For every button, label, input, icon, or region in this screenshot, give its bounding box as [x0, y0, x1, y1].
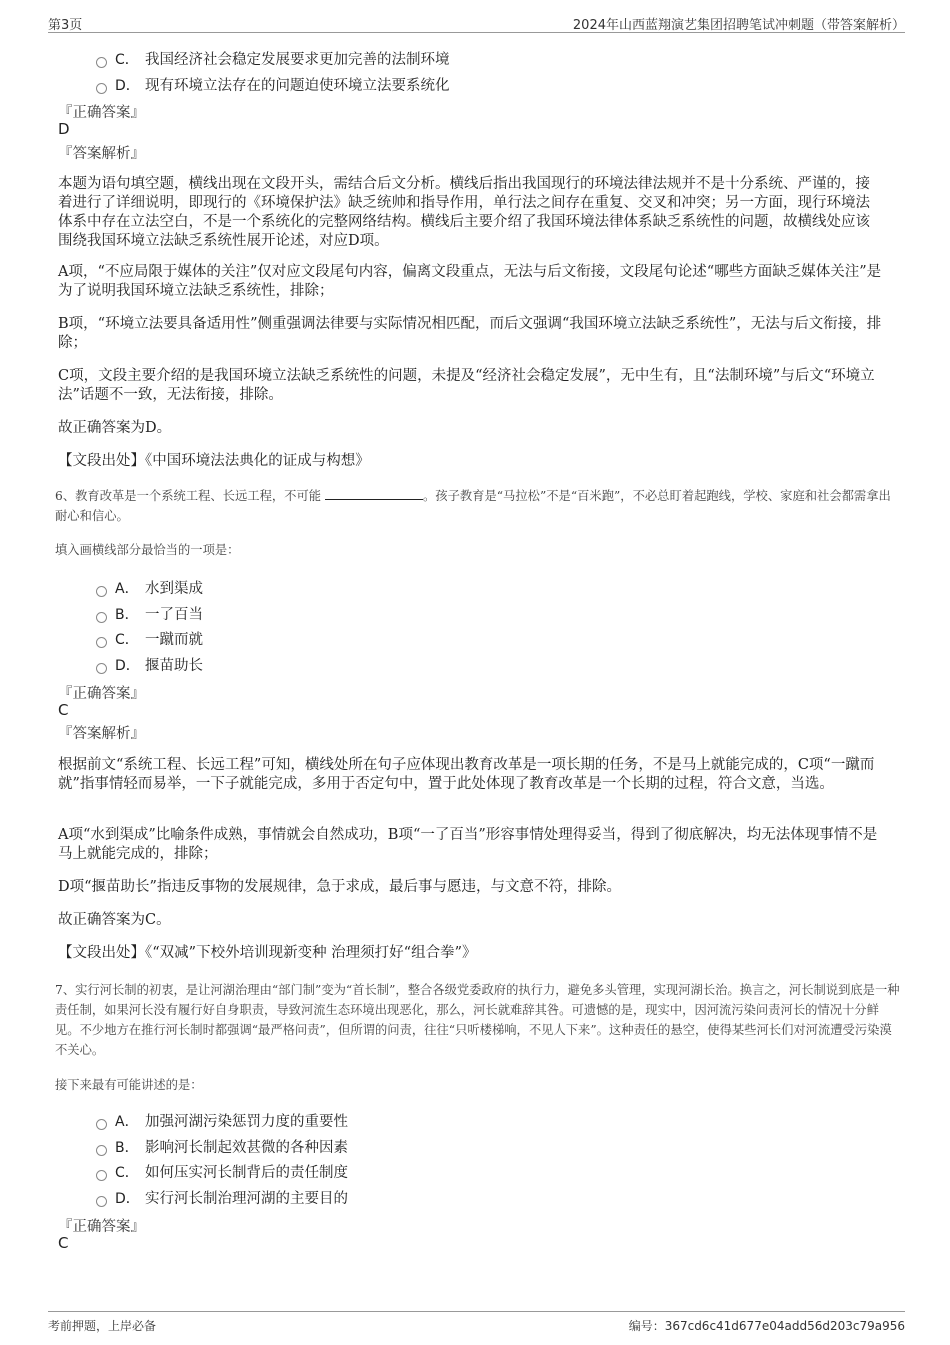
q5-option-c[interactable]: C． 我国经济社会稳定发展要求更加完善的法制环境	[96, 48, 450, 69]
footer-slogan: 考前押题，上岸必备	[48, 1319, 157, 1333]
q5-analysis-para: B项，“环境立法要具备适用性”侧重强调法律要与实际情况相匹配，而后文强调“我国环境立法缺乏系统性”，无法与后文衔接，排除；	[58, 316, 882, 351]
q6-option-d[interactable]: D． 揠苗助长	[96, 654, 203, 675]
q6-answer-label: 『正确答案』	[58, 686, 145, 702]
q7-stem: 7、实行河长制的初衷，是让河湖治理由“部门制”变为“首长制”，整合各级党委政府的执行力，避免多头管理，实现河湖长治。换言之，河长制说到底是一种责任制，如果河长没有履行好自身职责，导致河流生态环境出现恶化，那么，河长就难辞其咎。可遗憾的是，现实中，因河流污染问责河长的情况十分鲜见。不少地方在推行河长制时都强调“最严格问责”，但所谓的问责，往往“只听楼梯响，不见人下来”。这种责任的悬空，使得某些河长们对河流遭受污染漠不关心。	[55, 983, 900, 1057]
q6-answer: C	[58, 701, 69, 719]
q7-option-d[interactable]: D． 实行河长制治理河湖的主要目的	[96, 1187, 348, 1208]
q5-analysis-para: 本题为语句填空题，横线出现在文段开头，需结合后文分析。横线后指出我国现行的环境法律法规并不是十分系统、严谨的，接着进行了详细说明，即现行的《环境保护法》缺乏统帅和指导作用，单行法之间存在重复、交叉和冲突；另一方面，现行环境法体系中存在立法空白，不是一个系统化的完整网络结构。横线后主要介绍了我国环境法律体系缺乏系统性的问题，故横线处应该围绕我国环境立法缺乏系统性展开论述，对应D项。	[58, 176, 870, 249]
radio-icon[interactable]	[96, 612, 107, 623]
q5-answer: D	[58, 120, 70, 138]
q6-source: 【文段出处】《“双减”下校外培训现新变种 治理须打好“组合拳”》	[58, 945, 477, 961]
radio-icon[interactable]	[96, 1196, 107, 1207]
q6-analysis-para: 故正确答案为C。	[58, 912, 171, 928]
q5-analysis-para: C项，文段主要介绍的是我国环境立法缺乏系统性的问题，未提及“经济社会稳定发展”，无中生有，且“法制环境”与后文“环境立法”话题不一致，无法衔接，排除。	[58, 368, 875, 403]
q6-option-c[interactable]: C． 一蹴而就	[96, 628, 203, 649]
q6-analysis-label: 『答案解析』	[58, 726, 145, 742]
q7-prompt: 接下来最有可能讲述的是：	[55, 1078, 203, 1092]
q6-stem: 6、教育改革是一个系统工程、长远工程，不可能 。孩子教育是“马拉松”不是“百米跑”，不必总盯着起跑线，学校、家庭和社会都需拿出耐心和信心。	[55, 489, 891, 523]
page-number: 第3页	[48, 18, 83, 33]
answer-blank	[325, 487, 423, 500]
radio-icon[interactable]	[96, 663, 107, 674]
q7-answer: C	[58, 1234, 69, 1252]
radio-icon[interactable]	[96, 586, 107, 597]
q7-option-a[interactable]: A． 加强河湖污染惩罚力度的重要性	[96, 1110, 348, 1131]
radio-icon[interactable]	[96, 57, 107, 68]
document-title: 2024年山西蓝翔演艺集团招聘笔试冲刺题（带答案解析）	[572, 18, 905, 33]
q5-analysis-label: 『答案解析』	[58, 146, 145, 162]
q7-answer-label: 『正确答案』	[58, 1219, 145, 1235]
q6-option-a[interactable]: A． 水到渠成	[96, 577, 203, 598]
document-id: 编号：367cd6c41d677e04add56d203c79a956	[628, 1319, 905, 1333]
q7-option-c[interactable]: C． 如何压实河长制背后的责任制度	[96, 1161, 348, 1182]
q5-answer-label: 『正确答案』	[58, 105, 145, 121]
page-footer	[48, 1311, 905, 1336]
q6-analysis-para: D项“揠苗助长”指违反事物的发展规律，急于求成，最后事与愿违，与文意不符，排除。	[58, 879, 621, 895]
q6-option-b[interactable]: B． 一了百当	[96, 603, 203, 624]
q5-option-d[interactable]: D． 现有环境立法存在的问题迫使环境立法要系统化	[96, 74, 450, 95]
q6-prompt: 填入画横线部分最恰当的一项是：	[55, 543, 240, 557]
q6-analysis-para: A项“水到渠成”比喻条件成熟，事情就会自然成功，B项“一了百当”形容事情处理得妥当，得到了彻底解决，均无法体现事情不是马上就能完成的，排除；	[58, 827, 878, 862]
radio-icon[interactable]	[96, 1119, 107, 1130]
q7-option-b[interactable]: B． 影响河长制起效甚微的各种因素	[96, 1136, 348, 1157]
page-header	[48, 12, 905, 33]
q5-analysis-para: A项，“不应局限于媒体的关注”仅对应文段尾句内容，偏离文段重点，无法与后文衔接，文段尾句论述“哪些方面缺乏媒体关注”是为了说明我国环境立法缺乏系统性，排除；	[58, 264, 882, 299]
q6-analysis-para: 根据前文“系统工程、长远工程”可知，横线处所在句子应体现出教育改革是一项长期的任务，不是马上就能完成的，C项“一蹴而就”指事情轻而易举，一下子就能完成，多用于否定句中，置于此处体现了教育改革是一个长期的过程，符合文意，当选。	[58, 757, 875, 792]
radio-icon[interactable]	[96, 1170, 107, 1181]
q5-source: 【文段出处】《中国环境法法典化的证成与构想》	[58, 453, 370, 469]
q5-analysis-para: 故正确答案为D。	[58, 420, 172, 436]
radio-icon[interactable]	[96, 83, 107, 94]
radio-icon[interactable]	[96, 1145, 107, 1156]
radio-icon[interactable]	[96, 637, 107, 648]
